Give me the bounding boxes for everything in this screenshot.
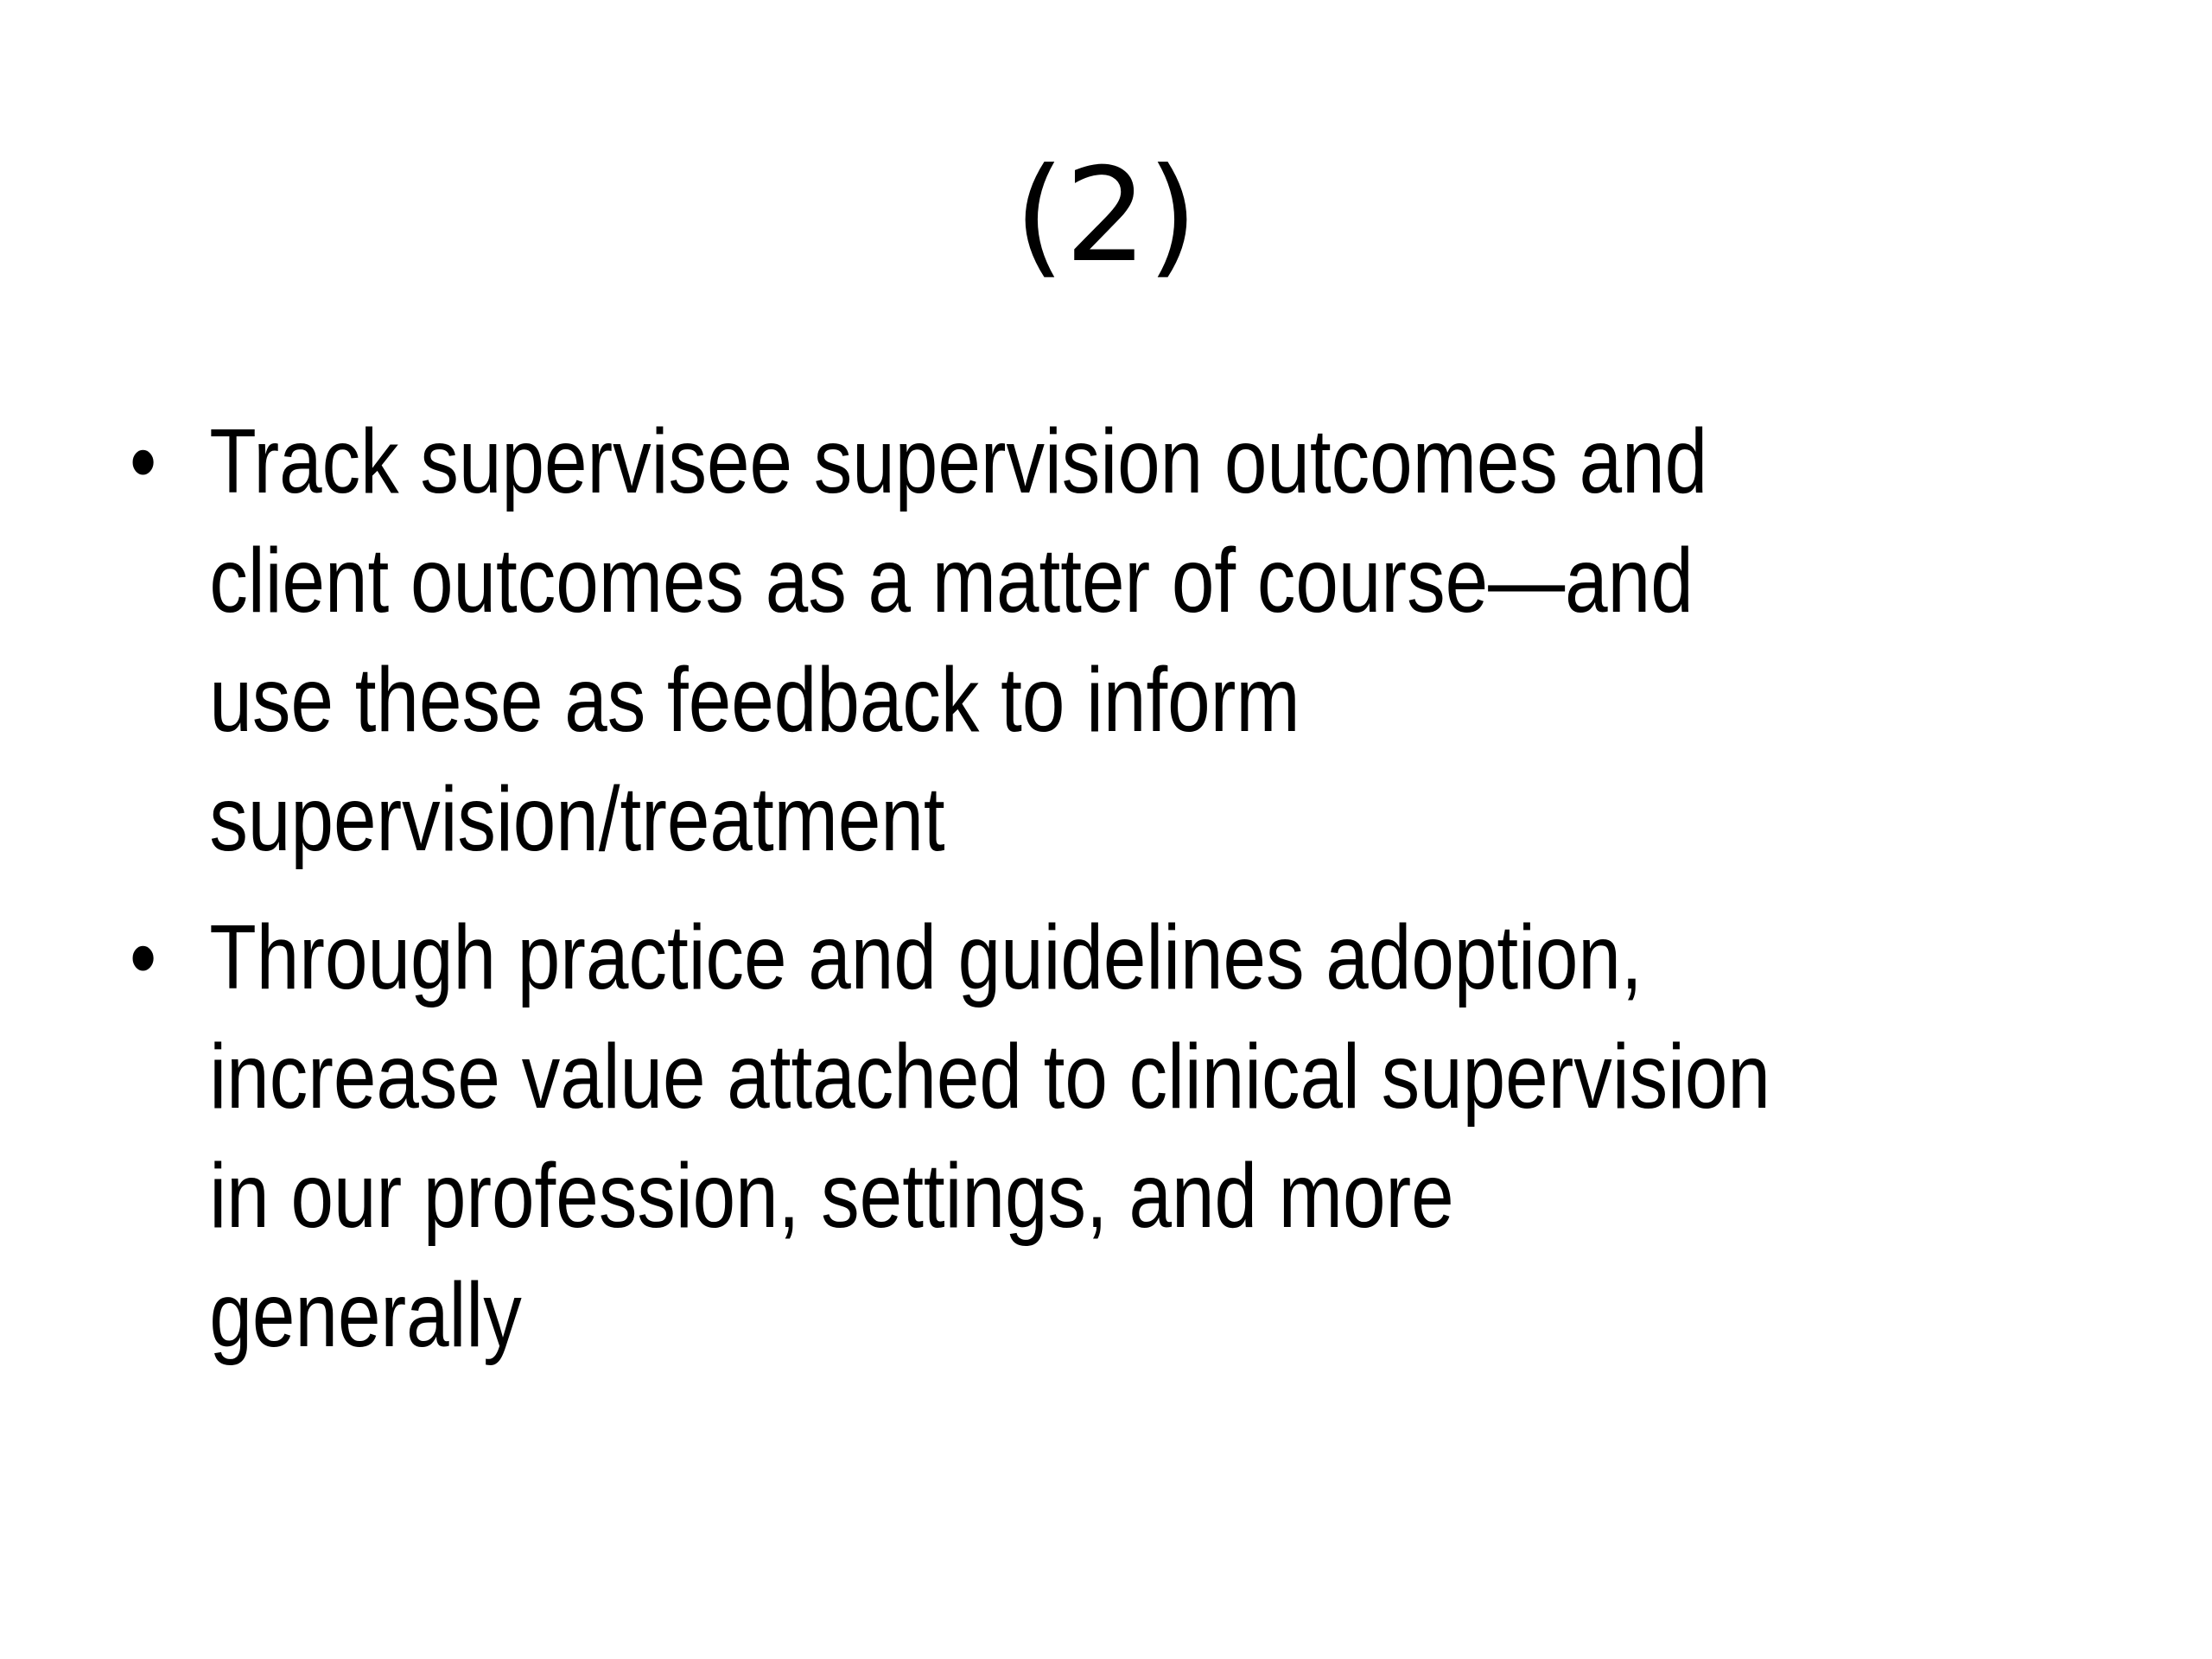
bullet-icon: • [130,410,157,512]
bullet-item [130,898,1784,1375]
bullet-item [130,402,1784,879]
bullet-text: Through practice and guidelines adoption, increase value attached to clinical supervision in our profession, settings, and more generally [209,906,1770,1366]
slide-title: (2) [1014,141,1198,291]
bullet-list [130,402,1784,1394]
bullet-icon: • [130,906,157,1008]
bullet-text: Track supervisee supervision outcomes and client outcomes as a matter of course—and use these as feedback to inform supervision/treatment [209,410,1708,870]
